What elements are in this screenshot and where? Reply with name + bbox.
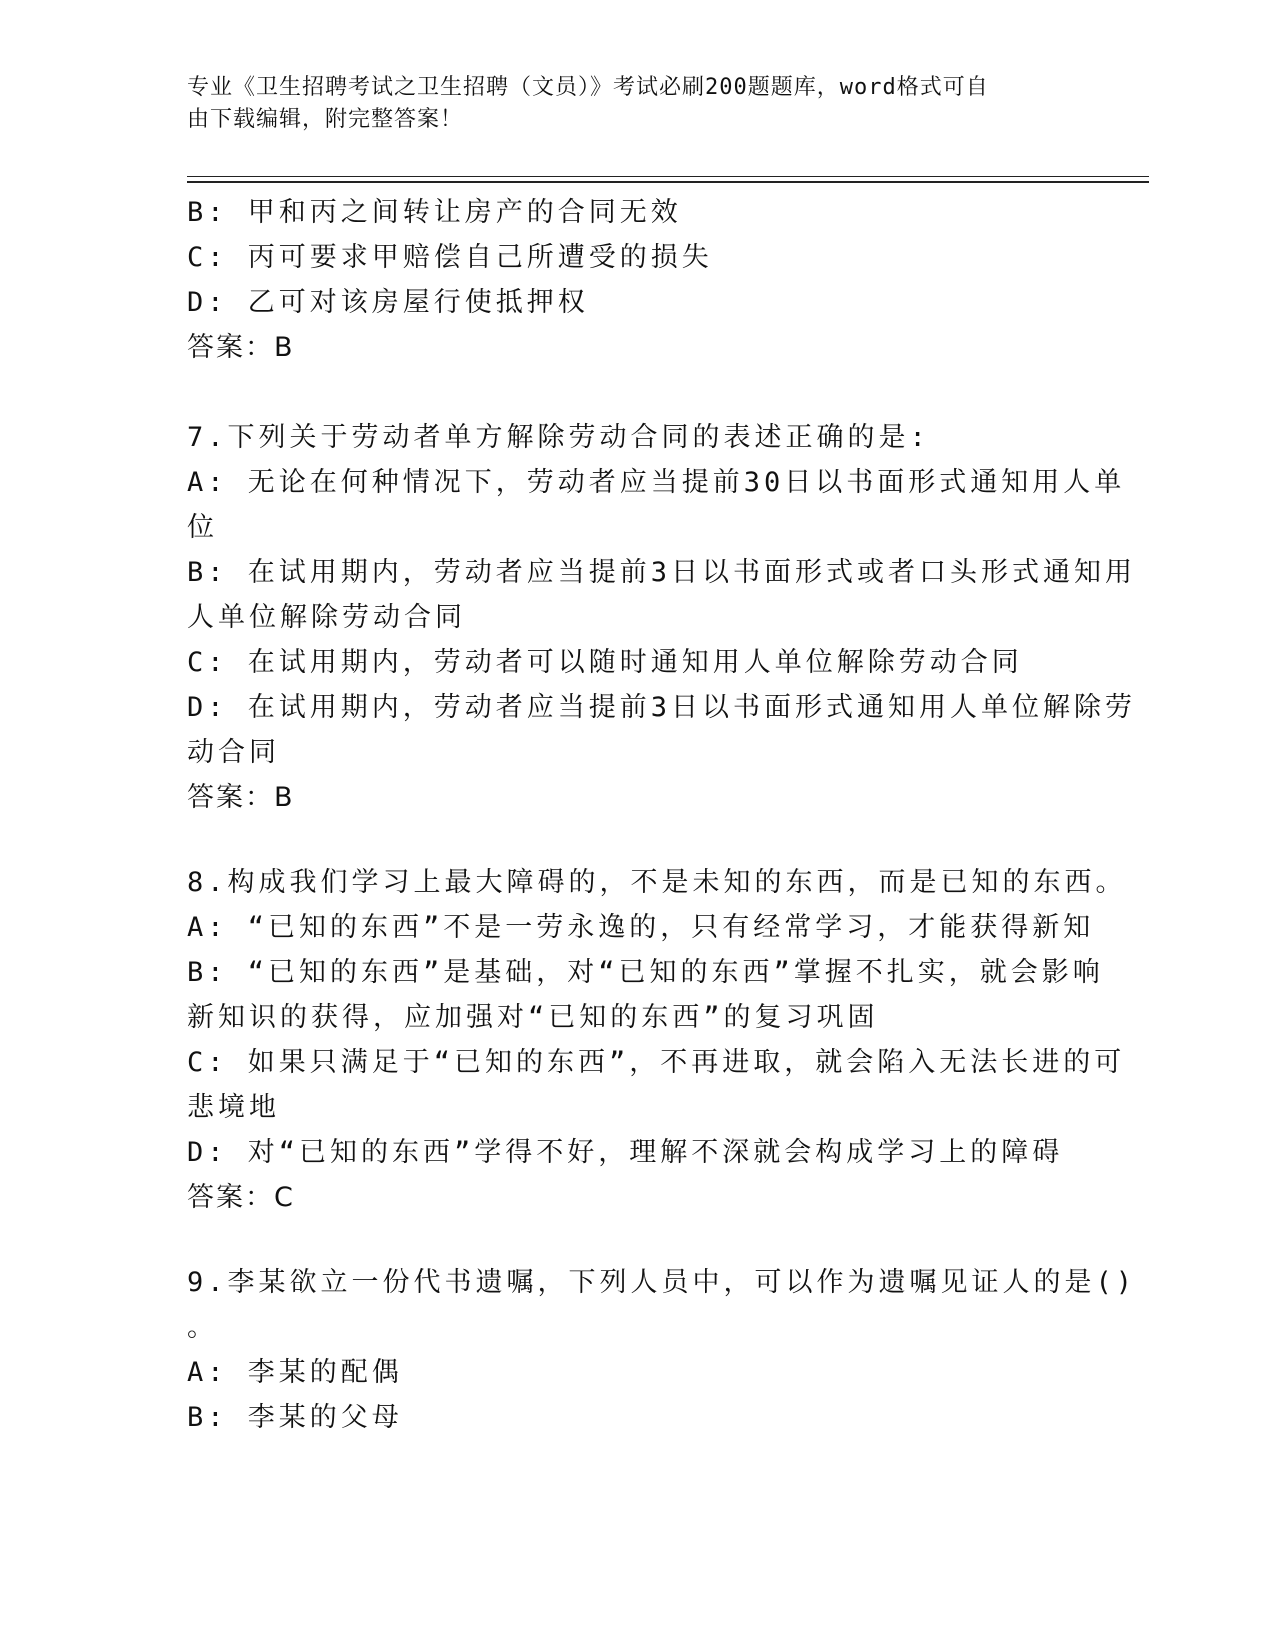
q8-option-d: D: 对“已知的东西”学得不好，理解不深就会构成学习上的障碍 <box>187 1137 1064 1168</box>
q7-option-d-cont: 动合同 <box>187 737 280 768</box>
q9-option-a: A: 李某的配偶 <box>187 1357 403 1388</box>
q7-stem: 7.下列关于劳动者单方解除劳动合同的表述正确的是: <box>187 422 930 453</box>
q8-answer: 答案：C <box>187 1182 295 1213</box>
header-divider <box>187 176 1149 183</box>
q8-option-a: A: “已知的东西”不是一劳永逸的，只有经常学习，才能获得新知 <box>187 912 1095 943</box>
spacer <box>187 370 1087 415</box>
q9-stem-cont: 。 <box>187 1312 218 1343</box>
q7-option-d: D: 在试用期内，劳动者应当提前3日以书面形式通知用人单位解除劳 <box>187 692 1137 723</box>
q7-option-b: B: 在试用期内，劳动者应当提前3日以书面形式或者口头形式通知用 <box>187 557 1137 588</box>
q8-option-b: B: “已知的东西”是基础，对“已知的东西”掌握不扎实，就会影响 <box>187 957 1104 988</box>
q7-option-a-cont: 位 <box>187 512 218 543</box>
header-line-1: 专业《卫生招聘考试之卫生招聘（文员）》考试必刷200题题库，word格式可自 <box>187 75 989 100</box>
header-line-2: 由下载编辑，附完整答案！ <box>187 107 464 132</box>
q8-option-b-cont: 新知识的获得，应加强对“已知的东西”的复习巩固 <box>187 1002 879 1033</box>
spacer <box>187 1220 1087 1260</box>
q8-option-c: C: 如果只满足于“已知的东西”，不再进取，就会陷入无法长进的可 <box>187 1047 1126 1078</box>
document-header <box>187 72 1067 136</box>
q6-option-d: D: 乙可对该房屋行使抵押权 <box>187 287 589 318</box>
q8-option-c-cont: 悲境地 <box>187 1092 280 1123</box>
q6-answer: 答案：B <box>187 332 295 363</box>
q8-stem: 8.构成我们学习上最大障碍的，不是未知的东西，而是已知的东西。 <box>187 867 1127 898</box>
q9-option-b: B: 李某的父母 <box>187 1402 403 1433</box>
q6-option-c: C: 丙可要求甲赔偿自己所遭受的损失 <box>187 242 713 273</box>
question-list <box>187 190 1137 1440</box>
q7-answer: 答案：B <box>187 782 295 813</box>
spacer <box>187 820 1087 860</box>
q9-stem: 9.李某欲立一份代书遗嘱，下列人员中，可以作为遗嘱见证人的是() <box>187 1267 1137 1298</box>
q7-option-c: C: 在试用期内，劳动者可以随时通知用人单位解除劳动合同 <box>187 647 1023 678</box>
q6-option-b: B: 甲和丙之间转让房产的合同无效 <box>187 197 682 228</box>
q7-option-a: A: 无论在何种情况下，劳动者应当提前30日以书面形式通知用人单 <box>187 467 1126 498</box>
q7-option-b-cont: 人单位解除劳动合同 <box>187 602 466 633</box>
